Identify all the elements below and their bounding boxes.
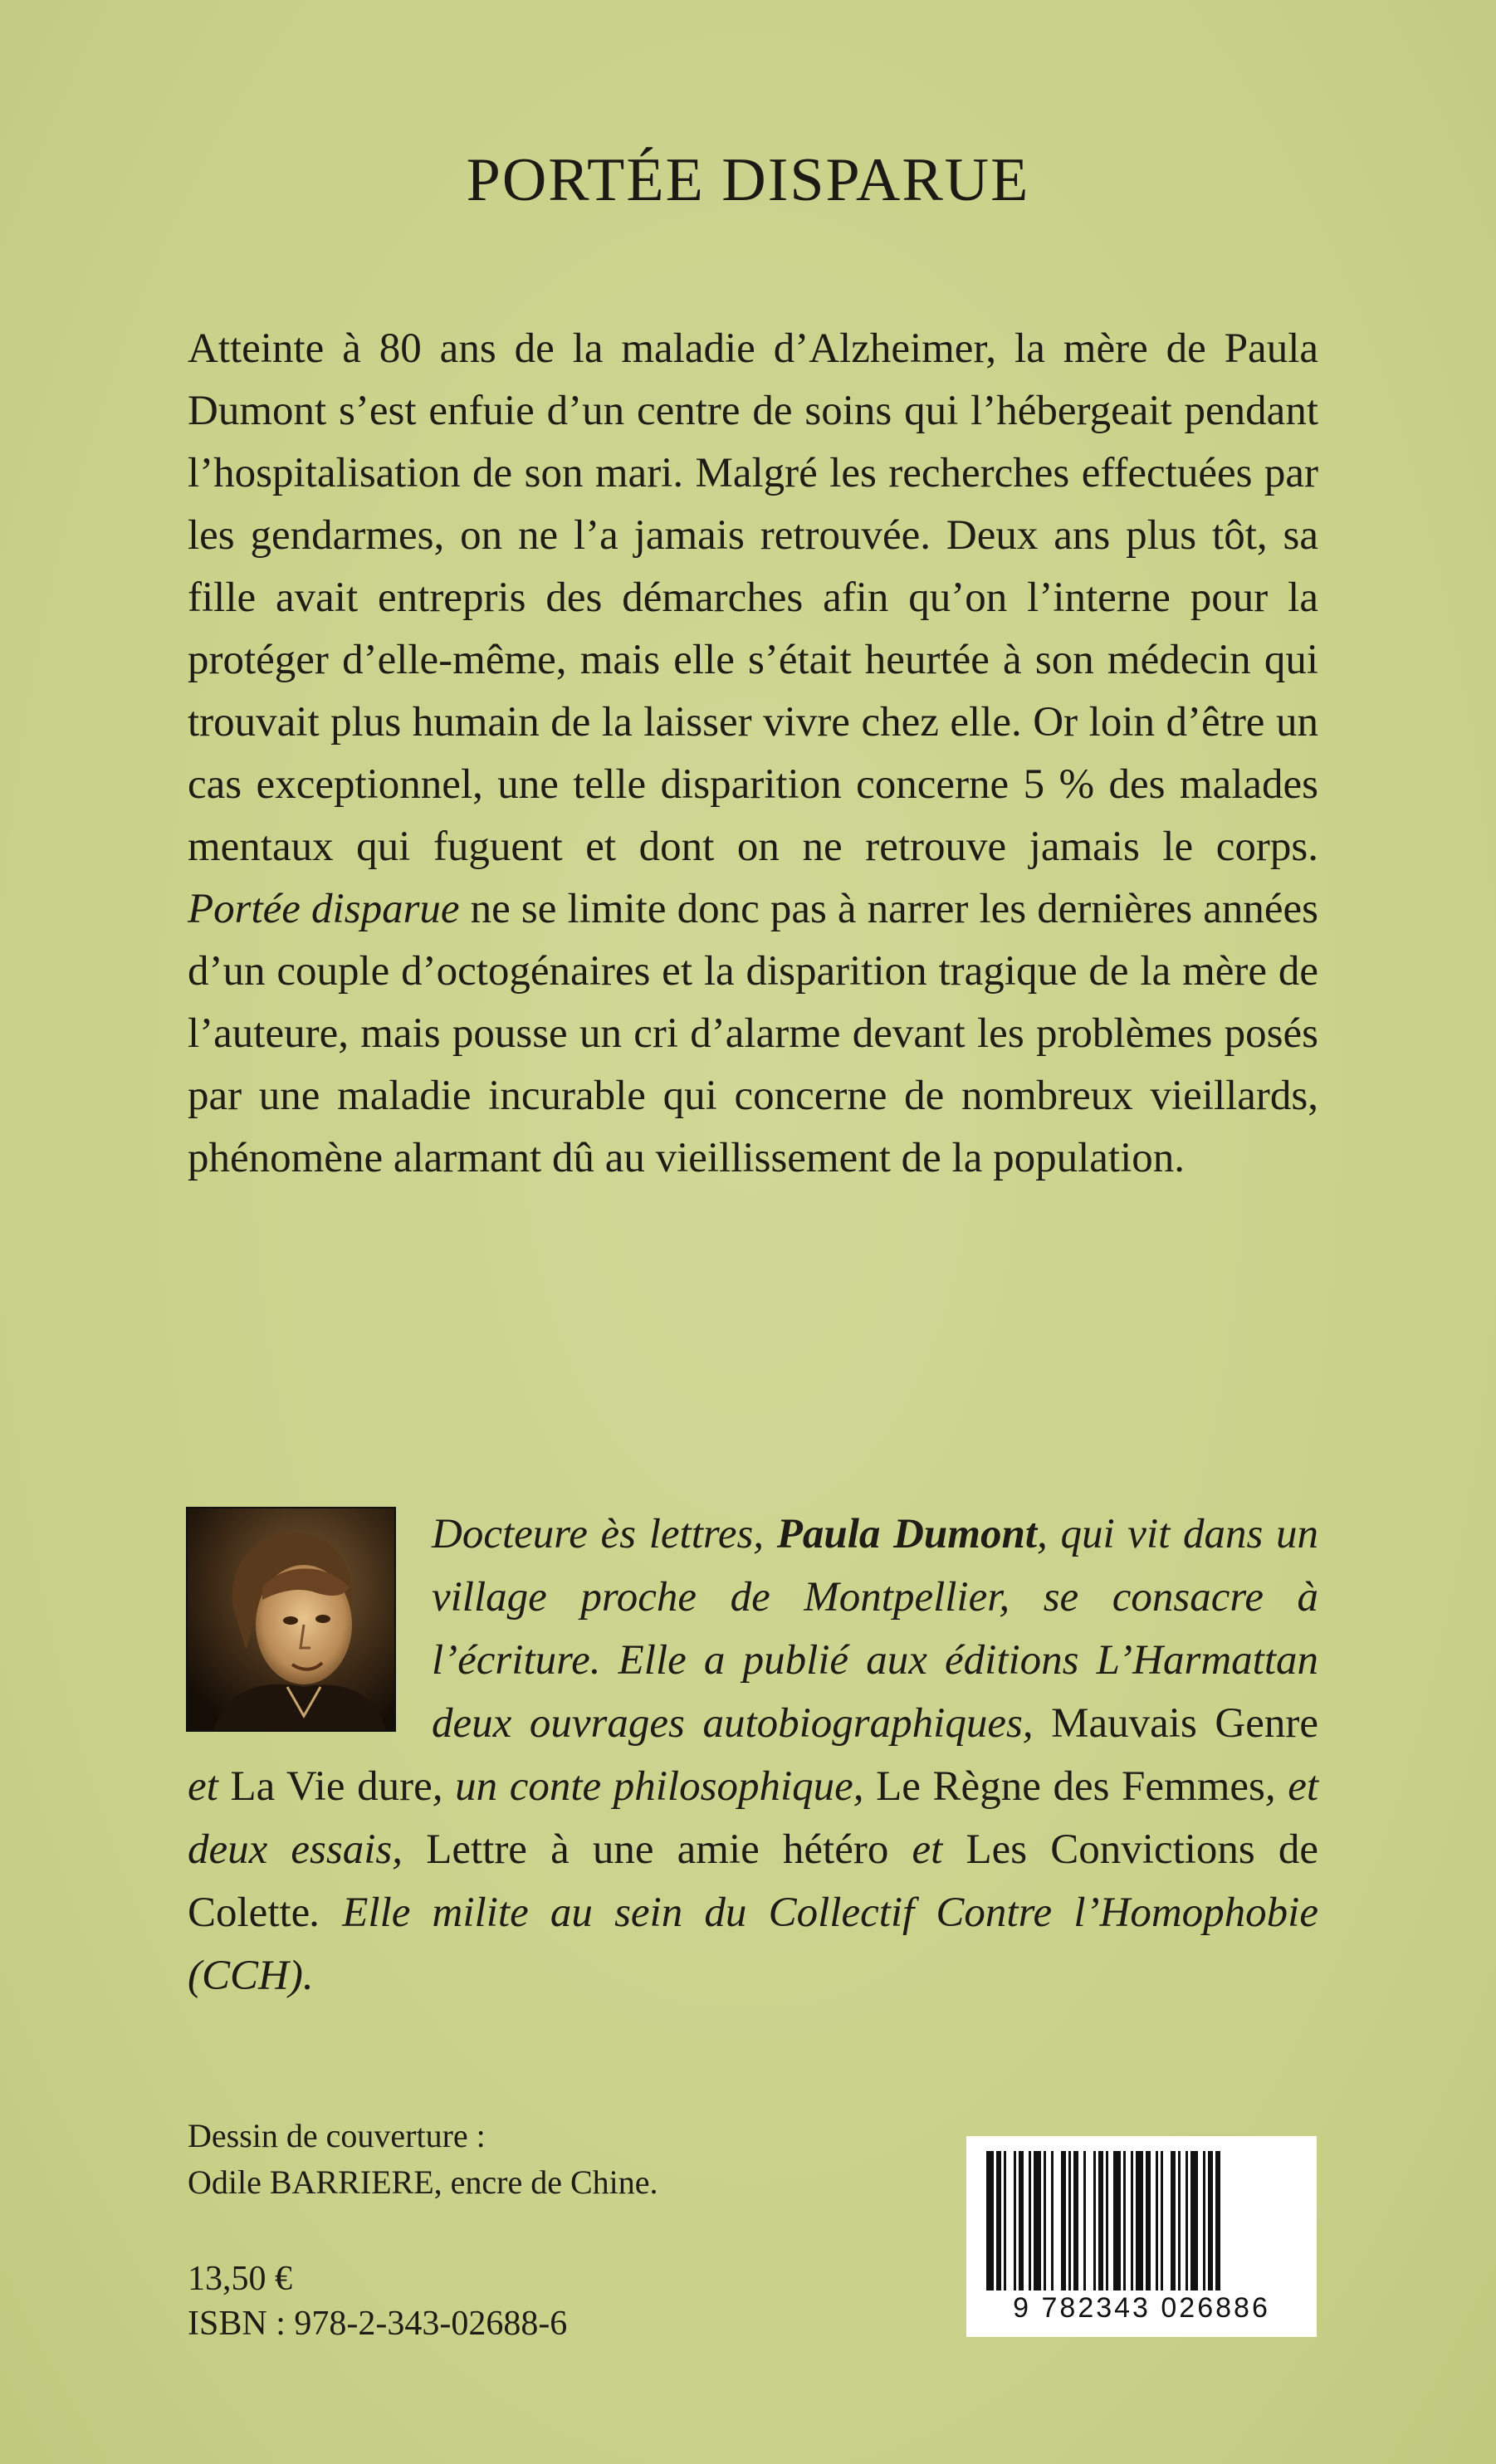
bio-text-3: et	[188, 1763, 218, 1810]
bio-text-6: et	[912, 1826, 943, 1873]
isbn: ISBN : 978-2-343-02688-6	[188, 2305, 568, 2343]
barcode-bar	[1171, 2151, 1176, 2290]
bio-text-1: Docteure ès lettres,	[432, 1511, 765, 1557]
barcode-bar	[1061, 2151, 1066, 2290]
price-block	[188, 2256, 567, 2346]
barcode-number: 9 782343 026886	[1013, 2292, 1270, 2324]
barcode-bar	[1106, 2151, 1108, 2290]
bio-text-7: . Elle milite au sein du Collectif Contre l’Homophobie (CCH).	[188, 1890, 1318, 1999]
barcode-bar	[1146, 2151, 1151, 2290]
summary-part-2: ne se limite donc pas à narrer les dernières années d’un couple d’octogénaires et la disparition tragique de la mère de l’auteure, mais pousse un cri d’alarme devant les problèmes posés par une maladie incurable qui concerne de nombreux vieillards, phénomène alarmant dû au vieillissement de la population.	[188, 886, 1319, 1181]
barcode-bar	[1034, 2151, 1041, 2290]
bio-text-5: , et deux essais,	[188, 1763, 1319, 1873]
bio-book-3: Le Règne des Femmes	[876, 1763, 1265, 1810]
bio-book-2: La Vie dure	[230, 1763, 433, 1810]
barcode-bar	[1093, 2151, 1096, 2290]
barcode-bar	[1068, 2151, 1071, 2290]
barcode-bar	[1131, 2151, 1133, 2290]
bio-book-1: Mauvais Genre	[1051, 1700, 1318, 1747]
barcode-bar	[1019, 2151, 1024, 2290]
barcode-bar	[986, 2151, 994, 2290]
barcode-bar	[1208, 2151, 1213, 2290]
barcode-bar	[1203, 2151, 1205, 2290]
credit-line-2: Odile BARRIERE, encre de Chine.	[188, 2163, 658, 2201]
barcode-bar	[1083, 2151, 1086, 2290]
author-name: Paula Dumont	[776, 1511, 1038, 1557]
barcode-bar	[1186, 2151, 1188, 2290]
cover-credit	[188, 2113, 658, 2206]
bio-text-2: , qui vit dans un village proche de Montpellier, se consacre à l’écriture. Elle a publié aux éditions L’Harmattan deux ouvrages autobiographiques,	[432, 1511, 1318, 1747]
barcode-bar	[1178, 2151, 1181, 2290]
barcode-bar	[1113, 2151, 1121, 2290]
barcode-bar	[1136, 2151, 1143, 2290]
summary-book-title: Portée disparue	[188, 886, 460, 932]
barcode-bar	[1004, 2151, 1006, 2290]
barcode-bar	[1014, 2151, 1016, 2290]
barcode-bar	[1156, 2151, 1158, 2290]
bio-text-4: , un conte philosophique,	[432, 1763, 864, 1810]
book-title: PORTÉE DISPARUE	[466, 146, 1030, 214]
barcode-bar	[1029, 2151, 1031, 2290]
barcode-icon	[966, 2136, 1317, 2337]
barcode-bar	[1123, 2151, 1126, 2290]
barcode-bar	[1073, 2151, 1078, 2290]
credit-line-1: Dessin de couverture :	[188, 2117, 486, 2154]
barcode-bar	[1161, 2151, 1163, 2290]
author-portrait-icon	[186, 1507, 396, 1732]
barcode-bar	[1190, 2151, 1198, 2290]
barcode-bar	[1051, 2151, 1054, 2290]
price: 13,50 €	[188, 2260, 292, 2298]
barcode-bar	[996, 2151, 1001, 2290]
barcode-bar	[1098, 2151, 1103, 2290]
bio-book-4: Lettre à une amie hétéro	[426, 1826, 889, 1873]
barcode-bar	[1044, 2151, 1046, 2290]
bio-book-5: Les Convictions de Colette	[188, 1826, 1319, 1936]
summary-text	[188, 318, 1318, 1190]
barcode-bar	[1215, 2151, 1220, 2290]
summary-part-1: Atteinte à 80 ans de la maladie d’Alzheimer, la mère de Paula Dumont s’est enfuie d’un centre de soins qui l’hébergeait pendant l’hospitalisation de son mari. Malgré les recherches effectuées par les gendarmes, on ne l’a jamais retrouvée. Deux ans plus tôt, sa fille avait entrepris des démarches afin qu’on l’interne pour la protéger d’elle-même, mais elle s’était heurtée à son médecin qui trouvait plus humain de la laisser vivre chez elle. Or loin d’être un cas exceptionnel, une telle disparition concerne 5 % des malades mentaux qui fuguent et dont on ne retrouve jamais le corps.	[188, 325, 1318, 870]
